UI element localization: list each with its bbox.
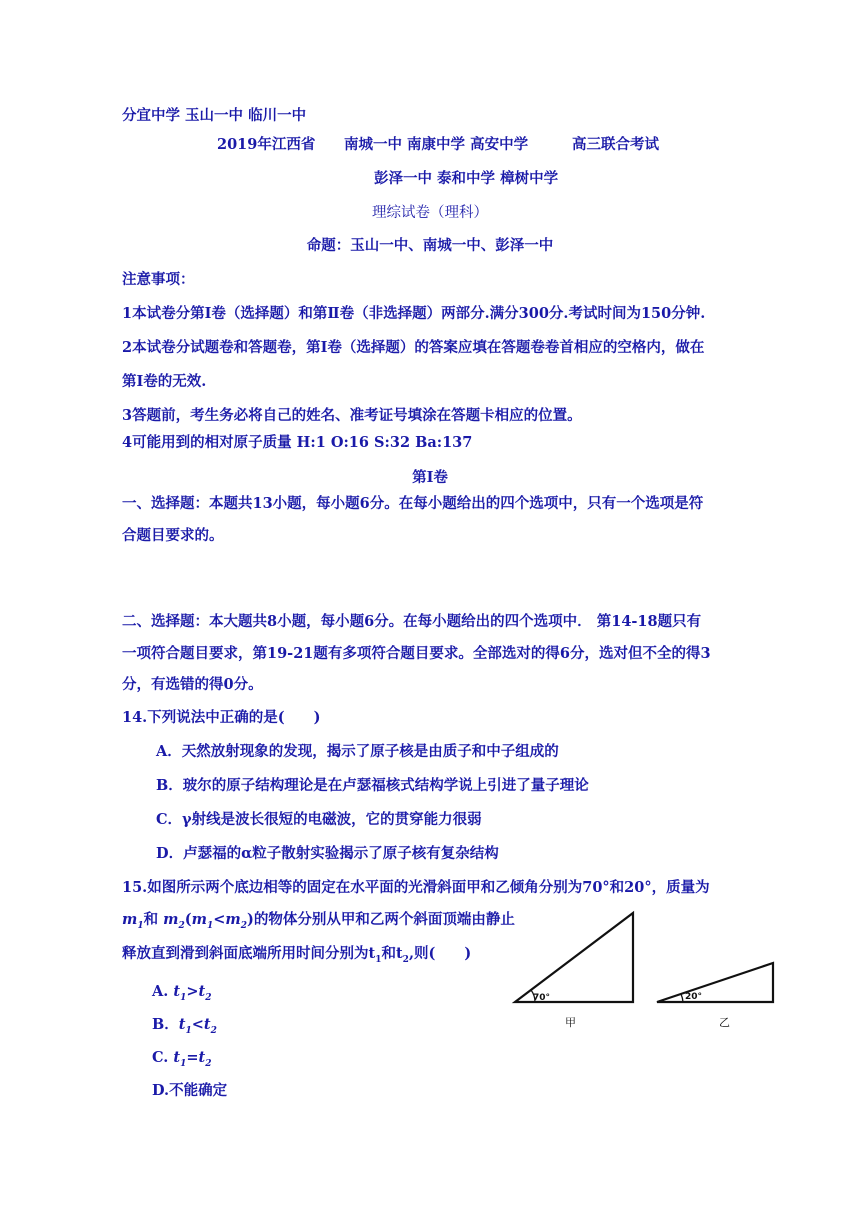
triangle-right [657,963,773,1002]
setters-line: 命题：玉山一中、南城一中、彭泽一中 [306,237,554,254]
paper-title: 理综试卷（理科） [372,205,488,221]
inclines-figure [505,905,790,1030]
q15-option-a: A. $t_1>t_2$ [152,983,212,1003]
schools-row3: 彭泽一中 泰和中学 樟树中学 [374,170,559,187]
notes-heading: 注意事项： [122,271,195,288]
q15-stem-line1: 15.如图所示两个底边相等的固定在水平面的光滑斜面甲和乙倾角分别为70°和20°，质量为 [122,879,710,896]
part1-line: 一、选择题：本题共13小题，每小题6分。在每小题给出的四个选项中，只有一个选项是符 [122,495,704,512]
note-item: 3答题前，考生务必将自己的姓名、准考证号填涂在答题卡相应的位置。 [122,407,582,424]
part2-line: 二、选择题：本大题共8小题，每小题6分。在每小题给出的四个选项中． 第14-18题只有 [122,613,702,630]
year-province: 2019年江西省 [217,136,316,153]
schools-row1: 分宜中学 玉山一中 临川一中 [122,107,307,124]
angle-label-right: 20° [685,992,703,1002]
note-item: 1本试卷分第Ⅰ卷（选择题）和第Ⅱ卷（非选择题）两部分.满分300分.考试时间为150分钟. [122,305,706,322]
angle-arc-right [681,994,683,1002]
incline-right [657,963,773,1029]
q14-option-a: A．天然放射现象的发现，揭示了原子核是由质子和中子组成的 [156,743,559,760]
caption-left: 甲 [565,1016,576,1029]
triangle-left [515,913,633,1002]
q15-option-c: C. $t_1=t_2$ [152,1049,212,1069]
q15-option-d: D.不能确定 [152,1082,228,1099]
q14-option-c: C．γ射线是波长很短的电磁波，它的贯穿能力很弱 [156,811,482,828]
section-title: 第Ⅰ卷 [412,469,448,486]
q14-stem: 14.下列说法中正确的是( ) [122,709,321,726]
note-item: 4可能用到的相对原子质量 H:1 O:16 S:32 Ba:137 [122,434,473,451]
q15-stem-line3: 释放直到滑到斜面底端所用时间分别为$t_1$和$t_2$,则( ) [122,945,472,965]
schools-row2: 南城一中 南康中学 高安中学 [344,136,529,153]
note-item: 2本试卷分试题卷和答题卷，第Ⅰ卷（选择题）的答案应填在答题卷卷首相应的空格内，做在 [122,339,705,356]
q14-option-d: D．卢瑟福的α粒子散射实验揭示了原子核有复杂结构 [156,845,499,862]
q15-stem-line2: $m_1$和 $m_2(m_1<m_2)$的物体分别从甲和乙两个斜面顶端由静止 [122,911,515,931]
q14-option-b: B．玻尔的原子结构理论是在卢瑟福核式结构学说上引进了量子理论 [156,777,589,794]
part2-line: 分，有选错的得0分。 [122,676,263,693]
part2-line: 一项符合题目要求，第19-21题有多项符合题目要求。全部选对的得6分，选对但不全的得3 [122,645,711,662]
note-item: 第Ⅰ卷的无效. [122,373,207,390]
angle-label-left: 70° [533,993,551,1003]
q15-option-b: B．$t_1<t_2$ [152,1016,217,1036]
part1-line: 合题目要求的。 [122,527,224,544]
incline-left [515,913,633,1029]
caption-right: 乙 [719,1016,730,1029]
exam-name: 高三联合考试 [572,136,659,153]
